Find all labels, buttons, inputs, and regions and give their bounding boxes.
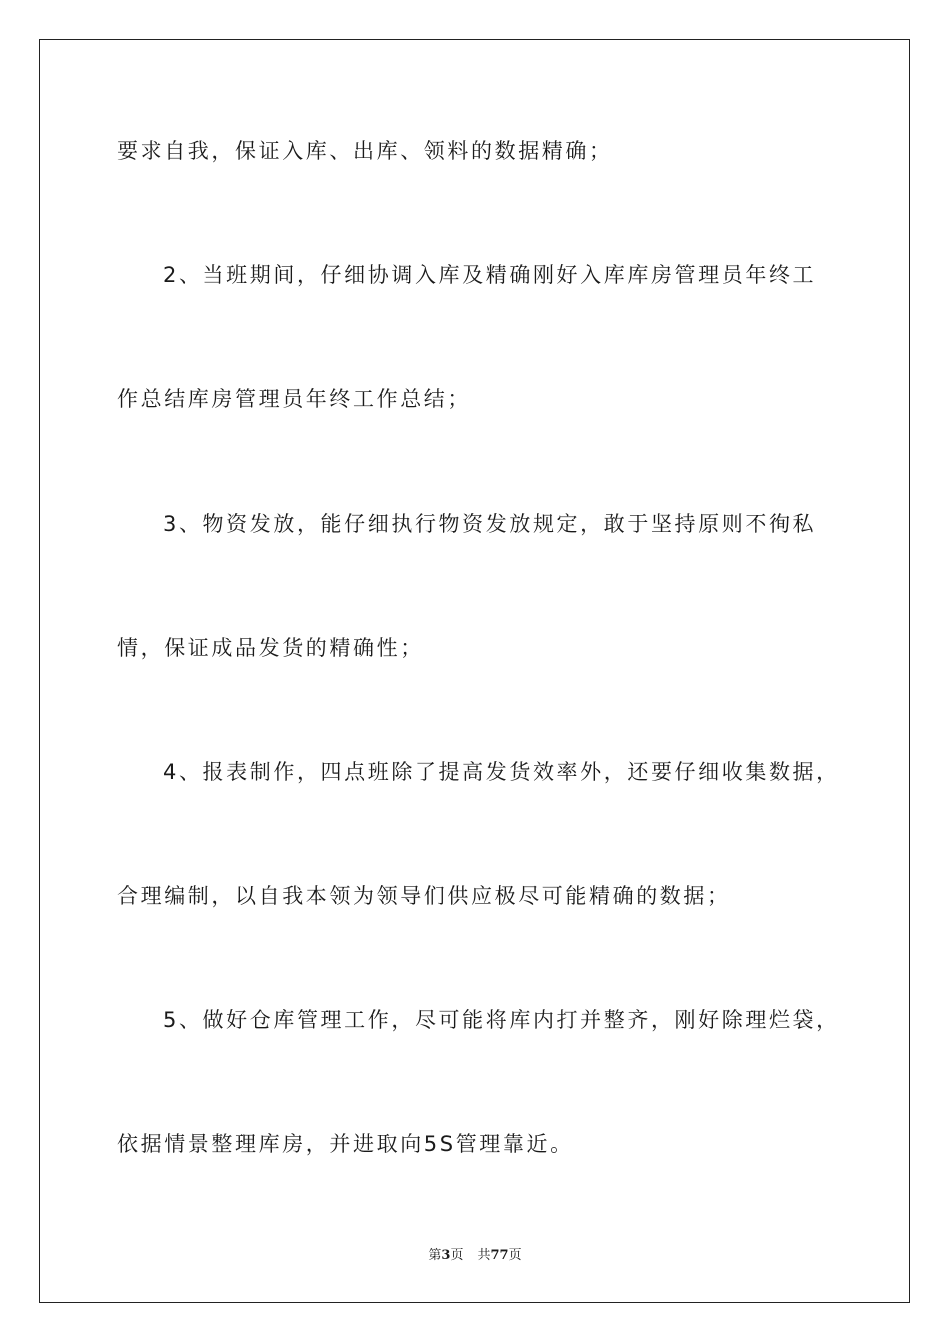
body-line-3: 作总结库房管理员年终工作总结； (117, 387, 471, 411)
body-line-1: 要求自我，保证入库、出库、领料的数据精确； (117, 139, 613, 163)
body-line-9: 依据情景整理库房，并进取向5S管理靠近。 (117, 1132, 574, 1156)
footer-total-prefix: 共 (477, 1248, 491, 1263)
body-line-2: 2、当班期间，仔细协调入库及精确刚好入库库房管理员年终工 (163, 263, 817, 287)
body-line-4: 3、物资发放，能仔细执行物资发放规定，敢于坚持原则不徇私 (163, 512, 817, 536)
page-footer (0, 1247, 950, 1265)
body-line-5: 情，保证成品发货的精确性； (117, 636, 424, 660)
page-border (39, 39, 910, 1303)
footer-total-suffix: 页 (508, 1248, 522, 1263)
body-line-6: 4、报表制作，四点班除了提高发货效率外，还要仔细收集数据， (163, 760, 840, 784)
footer-page-prefix: 第 (428, 1248, 442, 1263)
body-line-8: 5、做好仓库管理工作，尽可能将库内打并整齐，刚好除理烂袋， (163, 1008, 840, 1032)
footer-total-pages: 77 (490, 1248, 509, 1263)
footer-page-suffix: 页 (450, 1248, 464, 1263)
body-line-7: 合理编制，以自我本领为领导们供应极尽可能精确的数据； (117, 884, 731, 908)
footer-page-number: 3 (441, 1248, 451, 1263)
